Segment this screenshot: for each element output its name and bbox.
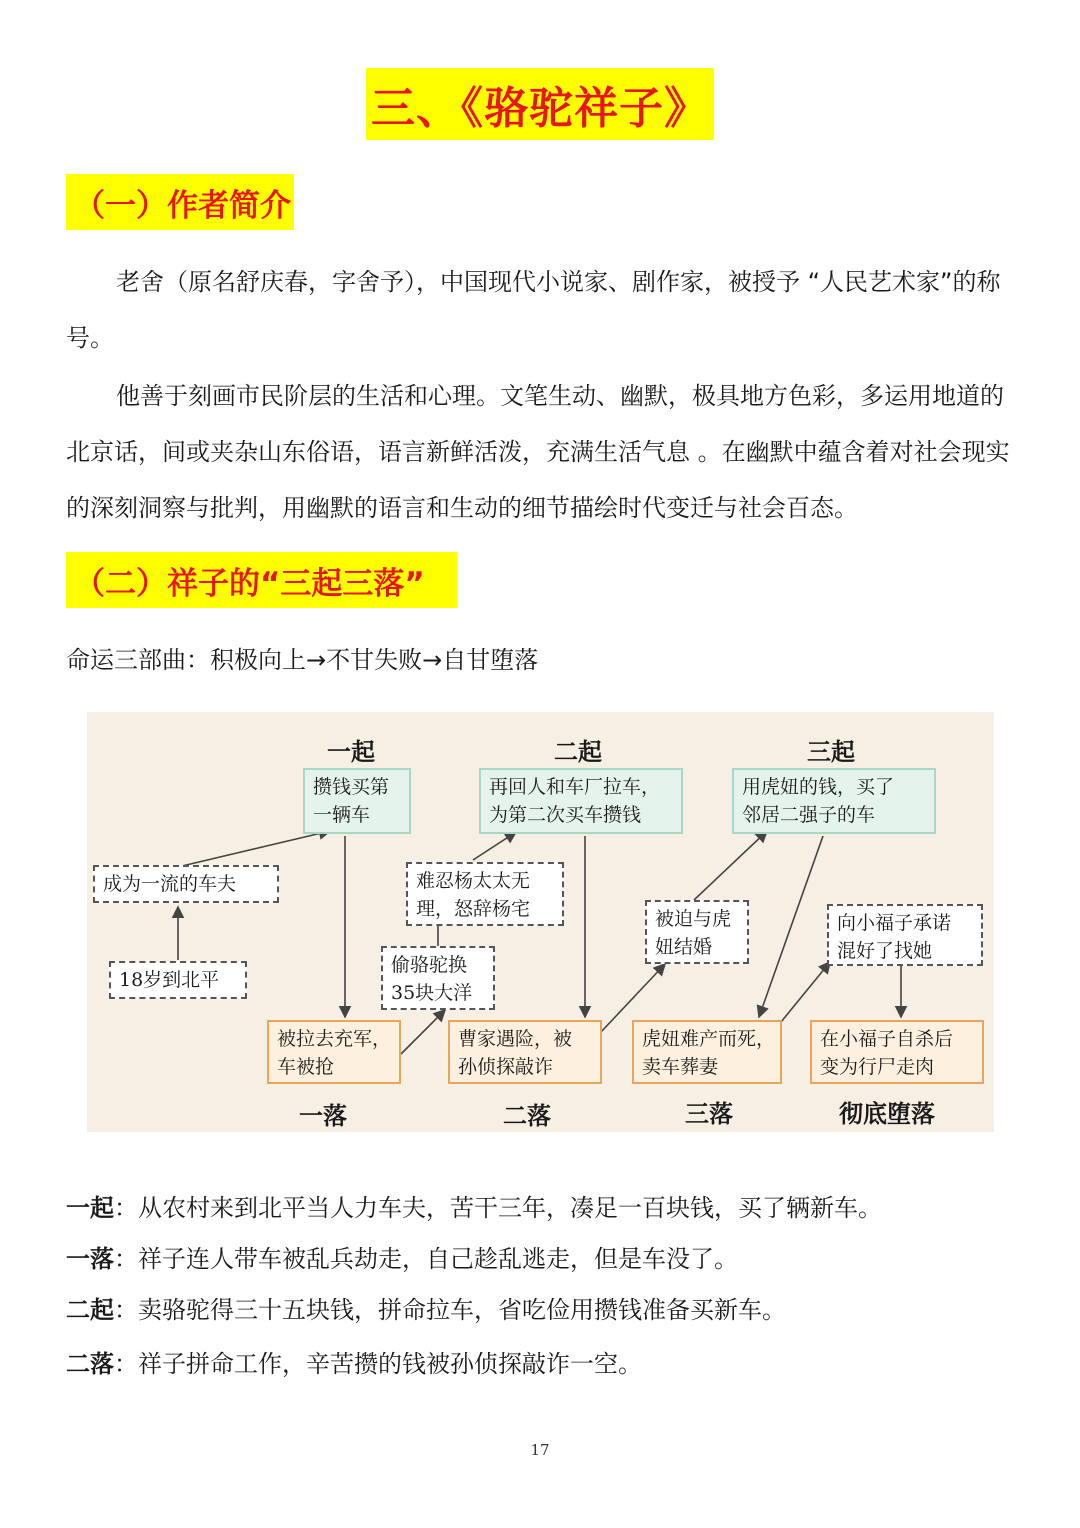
label-rise-2: 二起 bbox=[554, 738, 602, 766]
arrow-fall3-to-promise bbox=[781, 962, 830, 1022]
box-fall-2: 曹家遇险，被 孙侦探敲诈 bbox=[448, 1020, 602, 1084]
box-forced-marriage: 被迫与虎 妞结婚 bbox=[645, 900, 749, 964]
event-fall-2: 二落：祥子拼命工作，辛苦攒的钱被孙侦探敲诈一空。 bbox=[66, 1350, 642, 1378]
author-paragraph-2: 他善于刻画市民阶层的生活和心理。文笔生动、幽默，极具地方色彩，多运用地道的北京话，间或夹杂山东俗语，语言新鲜活泼，充满生活气息 。在幽默中蕴含着对社会现实的深刻洞察与批判，用幽默的语言和生动的细节描绘时代变迁与社会百态。 bbox=[66, 382, 1010, 522]
box-leave-yang-house: 难忍杨太太无 理，怒辞杨宅 bbox=[406, 862, 564, 926]
event-rise-2: 二起：卖骆驼得三十五块钱，拼命拉车，省吃俭用攒钱准备买新车。 bbox=[66, 1296, 786, 1324]
box-promise-xiaofuzi: 向小福子承诺 混好了找她 bbox=[827, 904, 983, 966]
author-paragraph-1: 老舍（原名舒庆春，字舍予），中国现代小说家、剧作家，被授予 “人民艺术家”的称号。 bbox=[66, 268, 1001, 352]
label-fall-final: 彻底堕落 bbox=[839, 1100, 935, 1128]
arrow-endure-to-rise2 bbox=[473, 832, 516, 860]
label-fall-3: 三落 bbox=[685, 1100, 733, 1128]
box-steal-camels: 偷骆驼换 35块大洋 bbox=[381, 946, 495, 1010]
box-fall-1: 被拉去充军， 车被抢 bbox=[267, 1020, 401, 1084]
box-rise-3: 用虎妞的钱，买了 邻居二强子的车 bbox=[732, 768, 936, 834]
label-fall-2: 二落 bbox=[503, 1102, 551, 1130]
page-title: 三、《骆驼祥子》 bbox=[366, 68, 714, 140]
box-arrive-beiping: 18岁到北平 bbox=[109, 961, 247, 999]
arrow-goal-to-rise1 bbox=[182, 831, 330, 866]
label-rise-3: 三起 bbox=[807, 738, 855, 766]
box-first-class-puller: 成为一流的车夫 bbox=[93, 865, 279, 903]
rise-fall-diagram bbox=[87, 712, 994, 1132]
event-fall-1: 一落：祥子连人带车被乱兵劫走，自己趁乱逃走，但是车没了。 bbox=[66, 1245, 738, 1273]
box-rise-1: 攒钱买第 一辆车 bbox=[303, 768, 411, 834]
event-rise-1: 一起：从农村来到北平当人力车夫，苦干三年，凑足一百块钱，买了辆新车。 bbox=[66, 1194, 882, 1222]
label-fall-1: 一落 bbox=[299, 1102, 347, 1130]
box-fall-final: 在小福子自杀后 变为行尸走肉 bbox=[810, 1020, 984, 1084]
destiny-trilogy: 命运三部曲：积极向上→不甘失败→自甘堕落 bbox=[66, 646, 539, 674]
section-heading-author: （一）作者简介 bbox=[66, 174, 294, 230]
label-rise-1: 一起 bbox=[327, 738, 375, 766]
section-heading-rises-falls: （二）祥子的“三起三落” bbox=[66, 552, 457, 608]
box-fall-3: 虎妞难产而死， 卖车葬妻 bbox=[632, 1020, 782, 1084]
arrow-married-to-rise3 bbox=[694, 831, 767, 900]
page-number: 17 bbox=[530, 1441, 550, 1459]
arrow-rise3-to-fall3 bbox=[759, 836, 823, 1017]
arrow-fall1-to-camels bbox=[401, 1010, 445, 1054]
box-rise-2: 再回人和车厂拉车， 为第二次买车攒钱 bbox=[479, 768, 683, 834]
